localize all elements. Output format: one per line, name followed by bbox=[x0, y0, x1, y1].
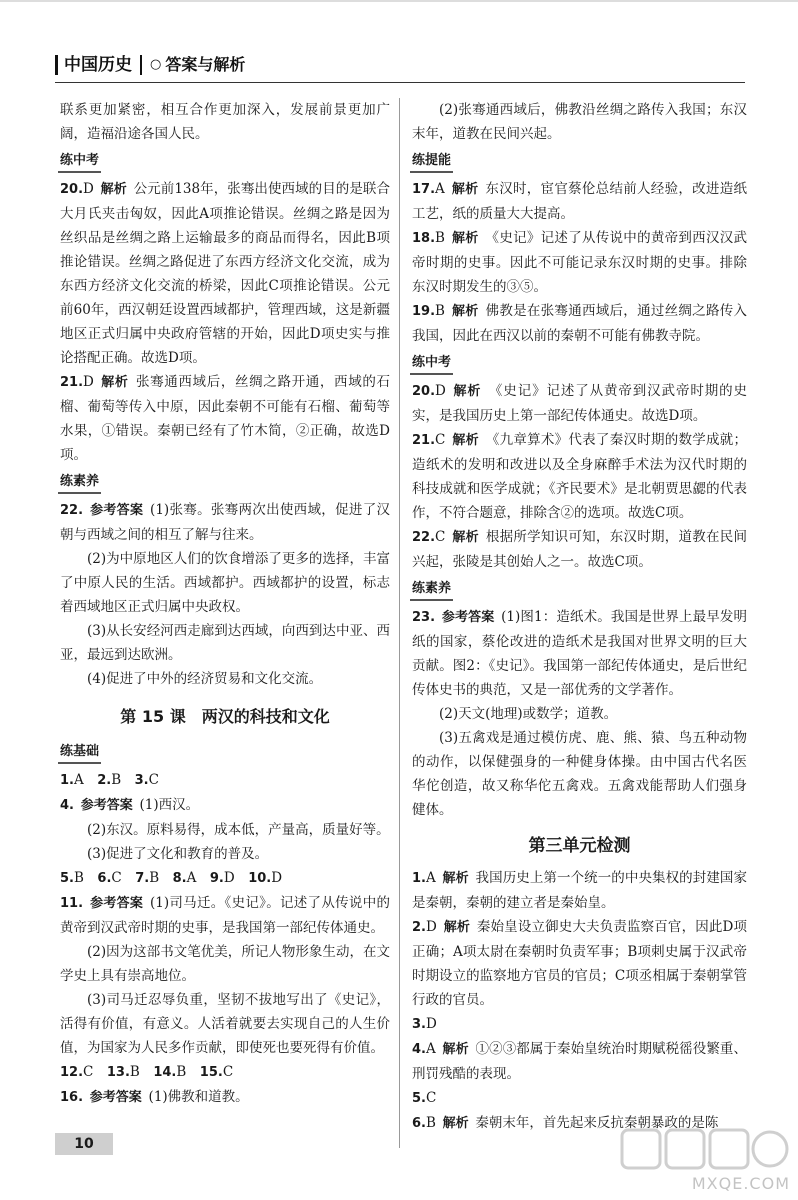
answer-choice: A bbox=[435, 181, 445, 197]
question-number: 19. bbox=[412, 304, 436, 319]
explanation-text: 根据所学知识可知，东汉时期，道教在民间兴起，张陵是其创始人之一。故选C项。 bbox=[412, 529, 747, 570]
explanation-label: 解析 bbox=[100, 375, 129, 390]
answer-item bbox=[412, 915, 747, 1012]
question-number: 21. bbox=[60, 375, 84, 390]
answer-choice: B bbox=[435, 230, 445, 246]
circle-icon: ○ bbox=[150, 57, 162, 72]
answer-choice: D bbox=[83, 181, 94, 197]
section-heading-row bbox=[60, 146, 390, 177]
explanation-label: 解析 bbox=[443, 920, 470, 935]
answer-choice: B bbox=[435, 303, 445, 319]
explanation-text: 东汉时，宦官蔡伦总结前人经验，改进造纸工艺，纸的质量大大提高。 bbox=[412, 181, 747, 222]
header-separator bbox=[140, 55, 142, 75]
question-number: 7. bbox=[135, 871, 150, 886]
question-number: 6. bbox=[412, 1116, 426, 1131]
answer-row bbox=[60, 866, 390, 891]
answer-subpart: (2)天文(地理)或数学；道教。 bbox=[439, 706, 618, 722]
section-heading-row bbox=[60, 737, 390, 768]
lesson-title bbox=[60, 705, 390, 729]
explanation-text: (1)张骞。张骞两次出使西域，促进了汉朝与西域之间的相互了解与往来。 bbox=[60, 502, 390, 543]
question-number: 2. bbox=[97, 773, 112, 788]
explanation-text: 公元前138年，张骞出使西域的目的是联合大月氏夹击匈奴，因此A项推论错误。丝绸之路是因为丝织品是丝绸之路上运输最多的商品而得名，因此B项推论错误。丝绸之路促进了东西方经济文化交流，成为东西方经济文化交流的桥梁，因此C项推论错误。公元前60年，西汉朝廷设置西域都护，管理西域，这是新疆地区正式归属中央政府管辖的开始，因此D项史实与推论搭配正确。故选D项。 bbox=[60, 181, 390, 366]
explanation-label: 解析 bbox=[452, 433, 479, 448]
answer-choice: B bbox=[425, 1115, 436, 1131]
question-number: 22. bbox=[60, 503, 84, 518]
section-heading-row bbox=[60, 467, 390, 498]
answer-choice: C bbox=[111, 870, 122, 886]
answer-item bbox=[60, 891, 390, 940]
answer-item bbox=[412, 299, 747, 348]
section-heading-row bbox=[412, 574, 747, 605]
answer-choice: D bbox=[271, 870, 283, 886]
answer-choice: C bbox=[425, 1090, 437, 1106]
answer-item bbox=[412, 525, 747, 574]
answer-row bbox=[412, 1012, 747, 1037]
subject-title: 中国历史 bbox=[64, 55, 132, 75]
answer-choice: D bbox=[435, 383, 446, 399]
paragraph: 联系更加紧密，相互合作更加深入，发展前景更加广阔，造福沿途各国人民。 bbox=[60, 102, 390, 142]
answer-subpart: (3)促进了文化和教育的普及。 bbox=[87, 846, 269, 862]
section-heading-row bbox=[412, 146, 747, 177]
explanation-label: 解析 bbox=[100, 182, 127, 197]
answer-item bbox=[412, 428, 747, 525]
question-number: 3. bbox=[412, 1017, 426, 1032]
explanation-text: 张骞通西域后，丝绸之路开通，西域的石榴、葡萄等传入中原，因此秦朝不可能有石榴、葡萄等水果，①错误。秦朝已经有了竹木简，②正确，故选D项。 bbox=[60, 374, 390, 463]
answer-item bbox=[412, 866, 747, 915]
question-number: 18. bbox=[412, 231, 436, 246]
explanation-text: (1)佛教和道教。 bbox=[148, 1089, 249, 1105]
question-number: 16. bbox=[60, 1090, 84, 1105]
answer-item bbox=[60, 177, 390, 370]
question-number: 2. bbox=[412, 920, 426, 935]
page-header bbox=[55, 52, 245, 78]
explanation-label: 参考答案 bbox=[80, 798, 133, 813]
explanation-label: 解析 bbox=[442, 871, 469, 886]
explanation-label: 解析 bbox=[451, 231, 479, 246]
header-subtitle: 答案与解析 bbox=[165, 55, 246, 74]
explanation-text: 《九章算术》代表了秦汉时期的数学成就；造纸术的发明和改进以及全身麻醉手术法为汉代时期的科技成就和医学成就；《齐民要术》是北朝贾思勰的代表作，不符合题意，排除含②的选项。故选C项。 bbox=[412, 432, 747, 521]
question-number: 21. bbox=[412, 433, 436, 448]
explanation-text: 秦朝末年，首先起来反抗秦朝暴政的是陈 bbox=[475, 1115, 719, 1131]
question-number: 17. bbox=[412, 182, 436, 197]
question-number: 14. bbox=[153, 1065, 177, 1080]
explanation-label: 解析 bbox=[452, 384, 482, 399]
question-number: 22. bbox=[412, 530, 436, 545]
section-heading: 练基础 bbox=[58, 742, 101, 764]
answer-item bbox=[60, 1085, 390, 1110]
explanation-label: 解析 bbox=[442, 1042, 469, 1057]
answer-subpart: (3)五禽戏是通过模仿虎、鹿、熊、猿、鸟五种动物的动作，以保健强身的一种健身体操。由中国古代名医华佗创造，故又称华佗五禽戏。五禽戏能帮助人们强身健体。 bbox=[412, 730, 747, 818]
explanation-label: 解析 bbox=[451, 304, 479, 319]
answer-choice: C bbox=[435, 432, 446, 448]
question-number: 11. bbox=[60, 896, 84, 911]
section-heading: 练中考 bbox=[58, 151, 101, 173]
question-number: 6. bbox=[97, 871, 112, 886]
explanation-text: 《史记》记述了从黄帝到汉武帝时期的史实，是我国历史上第一部纪传体通史。故选D项。 bbox=[412, 383, 747, 424]
question-number: 10. bbox=[248, 871, 272, 886]
answer-item bbox=[412, 379, 747, 428]
answer-subpart: (3)司马迁忍辱负重，坚韧不拔地写出了《史记》，活得有价值，有意义。人活着就要去实现自己的人生价值，为国家为人民多作贡献，即使死也要死得有价值。 bbox=[60, 992, 390, 1056]
answer-subpart: (2)东汉。原料易得，成本低，产量高，质量好等。 bbox=[87, 822, 390, 838]
answer-subpart: (2)张骞通西域后，佛教沿丝绸之路传入我国；东汉末年，道教在民间兴起。 bbox=[412, 102, 747, 142]
section-heading: 练提能 bbox=[410, 151, 453, 173]
explanation-text: 《史记》记述了从传说中的黄帝到西汉汉武帝时期的史事。因此不可能记录东汉时期的史事。排除东汉时期发生的③⑤。 bbox=[412, 230, 747, 295]
watermark bbox=[620, 1126, 790, 1196]
answer-choice: A bbox=[425, 1041, 436, 1057]
lesson-number: 第 15 课 bbox=[120, 707, 186, 726]
question-number: 8. bbox=[172, 871, 187, 886]
question-number: 15. bbox=[199, 1065, 223, 1080]
answer-choice: C bbox=[435, 529, 446, 545]
answer-item bbox=[412, 605, 747, 702]
explanation-label: 解析 bbox=[442, 1116, 469, 1131]
explanation-label: 参考答案 bbox=[89, 503, 144, 518]
answer-item bbox=[60, 498, 390, 547]
answer-choice: C bbox=[148, 772, 159, 788]
answer-subpart: (3)从长安经河西走廊到达西域，向西到达中亚、西亚，最远到达欧洲。 bbox=[60, 623, 390, 663]
answer-choice: D bbox=[223, 870, 235, 886]
explanation-text: (1)图1：造纸术。我国是世界上最早发明纸的国家，蔡伦改进的造纸术是我国对世界文明的巨大贡献。图2：《史记》。我国第一部纪传体通史，是后世纪传体史书的典范，又是一部优秀的文学著作。 bbox=[412, 609, 747, 698]
section-heading-row bbox=[412, 348, 747, 379]
section-heading: 练中考 bbox=[410, 353, 453, 375]
column-divider bbox=[399, 98, 400, 1148]
question-number: 4. bbox=[60, 798, 74, 813]
question-number: 5. bbox=[412, 1091, 426, 1106]
answer-choice: A bbox=[425, 870, 436, 886]
lesson-name: 两汉的科技和文化 bbox=[201, 707, 330, 726]
answer-choice: B bbox=[111, 772, 122, 788]
answer-row bbox=[60, 768, 390, 793]
question-number: 3. bbox=[134, 773, 149, 788]
answer-choice: C bbox=[222, 1064, 234, 1080]
section-heading: 练素养 bbox=[58, 472, 101, 494]
answer-item bbox=[60, 793, 390, 818]
explanation-label: 解析 bbox=[452, 530, 479, 545]
question-number: 1. bbox=[60, 773, 74, 788]
explanation-text: 佛教是在张骞通西域后，通过丝绸之路传入我国，因此在西汉以前的秦朝不可能有佛教寺院。 bbox=[412, 303, 747, 344]
question-number: 1. bbox=[412, 871, 426, 886]
question-number: 20. bbox=[60, 182, 84, 197]
answer-item bbox=[60, 370, 390, 467]
question-number: 20. bbox=[412, 384, 436, 399]
explanation-text: ①②③都属于秦始皇统治时期赋税徭役繁重、刑罚残酷的表现。 bbox=[412, 1041, 747, 1082]
explanation-text: (1)司马迁。《史记》。记述了从传说中的黄帝到汉武帝时期的史事，是我国第一部纪传体通史。 bbox=[60, 895, 390, 936]
question-number: 9. bbox=[209, 871, 224, 886]
explanation-label: 参考答案 bbox=[441, 610, 495, 625]
question-number: 4. bbox=[412, 1042, 426, 1057]
question-number: 12. bbox=[60, 1065, 84, 1080]
answer-subpart: (4)促进了中外的经济贸易和文化交流。 bbox=[87, 671, 323, 687]
answer-choice: D bbox=[425, 1016, 437, 1032]
explanation-label: 参考答案 bbox=[89, 1090, 142, 1105]
top-edge-rule bbox=[0, 0, 798, 2]
explanation-text: (1)西汉。 bbox=[139, 797, 200, 813]
header-bar bbox=[55, 55, 58, 75]
answer-item bbox=[412, 177, 747, 226]
explanation-label: 参考答案 bbox=[89, 896, 144, 911]
answer-subpart: (2)因为这部书文笔优美，所记人物形象生动，在文学史上具有崇高地位。 bbox=[60, 944, 390, 984]
answer-item bbox=[412, 1037, 747, 1086]
answer-choice: B bbox=[129, 1064, 140, 1080]
watermark-url: MXQE.COM bbox=[691, 1174, 790, 1193]
answer-choice: B bbox=[73, 870, 84, 886]
question-number: 13. bbox=[106, 1065, 130, 1080]
answer-choice: C bbox=[83, 1064, 94, 1080]
answer-choice: D bbox=[83, 374, 94, 390]
left-column bbox=[60, 98, 390, 1110]
page-number: 10 bbox=[55, 1133, 113, 1155]
answer-row bbox=[412, 1086, 747, 1111]
question-number: 23. bbox=[412, 610, 436, 625]
header-rule bbox=[55, 82, 745, 83]
answer-choice: B bbox=[149, 870, 160, 886]
explanation-text: 秦始皇设立御史大夫负责监察百官，因此D项正确；A项太尉在秦朝时负责军事；B项刺史属于汉武帝时期设立的监察地方官员的官员；C项丞相属于秦朝掌管行政的官员。 bbox=[412, 919, 747, 1008]
answer-choice: A bbox=[73, 772, 84, 788]
answer-choice: A bbox=[186, 870, 197, 886]
answer-row bbox=[60, 1060, 390, 1085]
answer-item bbox=[412, 226, 747, 299]
right-column bbox=[412, 98, 747, 1136]
section-heading: 练素养 bbox=[410, 579, 453, 601]
answer-choice: D bbox=[425, 919, 437, 935]
watermark-logo-icon bbox=[620, 1126, 790, 1172]
answer-choice: B bbox=[176, 1064, 187, 1080]
explanation-label: 解析 bbox=[451, 182, 479, 197]
unit-test-title: 第三单元检测 bbox=[528, 836, 631, 856]
explanation-text: 我国历史上第一个统一的中央集权的封建国家是秦朝，秦朝的建立者是秦始皇。 bbox=[412, 870, 747, 911]
question-number: 5. bbox=[60, 871, 74, 886]
answer-subpart: (2)为中原地区人们的饮食增添了更多的选择，丰富了中原人民的生活。西域都护。西域都护的设置，标志着西域地区正式归属中央政权。 bbox=[60, 551, 390, 615]
